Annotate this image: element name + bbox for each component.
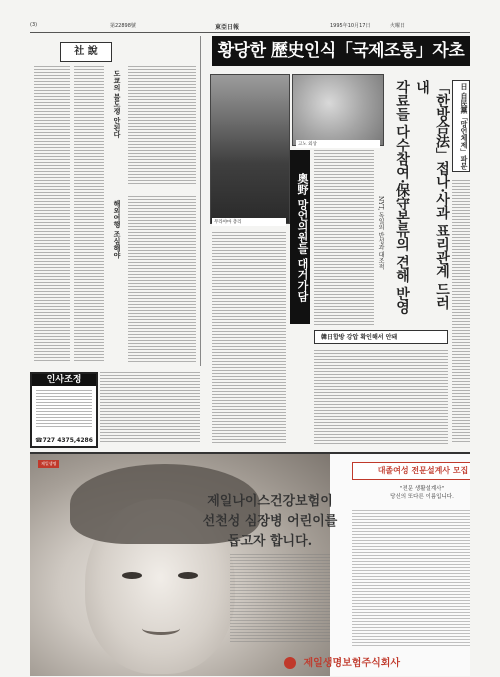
article-text-block	[314, 350, 448, 444]
article-text-block	[314, 150, 374, 325]
child-eye-left	[122, 572, 142, 579]
recruit-subtitle-2: 당신의 또다른 이름입니다.	[390, 494, 454, 500]
editorial-text-block	[74, 66, 104, 362]
sub-headline-1: 「한방合法」접나·사과 표리관계 드러내	[414, 80, 450, 310]
personnel-phone: ☎727 4375,4286	[35, 437, 93, 444]
company-name	[284, 654, 470, 670]
company-name-text: 제일생명보험주식회사	[303, 658, 401, 669]
issue-number: 第22898號	[110, 23, 136, 29]
editorial-heading-2: 해외여행 조심해야	[113, 200, 122, 259]
article-text-block	[212, 232, 286, 444]
page-number: (3)	[30, 22, 38, 28]
issue-weekday: 火曜日	[390, 23, 406, 29]
ad-slogan-2: 선천성 심장병 어린이를	[202, 514, 338, 529]
editorial-title: 社 說	[60, 42, 112, 62]
recruit-subtitle-1: "전문 생활설계사"	[400, 486, 444, 492]
recruit-details	[352, 510, 470, 646]
sub-headline-2: 각료들 다수참여·保守본류의 견해 반영	[394, 80, 410, 314]
politician-photo	[210, 74, 290, 224]
insurance-advertisement	[30, 452, 470, 676]
kicker-headline: 奧野 망언의원들 대거가담	[290, 150, 310, 324]
editorial-text-block	[128, 66, 196, 186]
photo-caption: 고노 외상	[296, 140, 380, 148]
ad-slogan-3: 돕고자 합니다.	[227, 534, 313, 549]
personnel-list	[36, 390, 92, 428]
recruit-subtitle	[352, 484, 470, 500]
editorial-text-block	[128, 196, 196, 362]
recruit-title: 대졸여성 전문설계사 모집	[352, 462, 470, 480]
masthead	[30, 20, 470, 33]
photo-caption: 무라야마 총리	[212, 218, 286, 226]
side-tag: 日 自民黨「망언체제」파문	[452, 80, 470, 172]
ad-body-text	[230, 554, 330, 642]
editorial-text-block	[100, 372, 200, 444]
nyt-line: NYT, 독일의 반성과 대조적	[377, 196, 384, 270]
article-text-block	[452, 180, 470, 444]
document-photo	[292, 74, 384, 146]
issue-date: 1995年10月17日	[330, 23, 371, 29]
child-eye-right	[178, 572, 198, 579]
main-headline: 황당한 歷史인식「국제조롱」자초	[212, 36, 470, 66]
child-mouth	[142, 622, 180, 635]
boxed-note: 韓日합방 강압 확인해서 안돼	[314, 330, 448, 344]
ad-slogan-1: 제일나이스건강보험이	[207, 494, 333, 509]
personnel-box	[30, 372, 98, 448]
company-logo-icon	[284, 657, 296, 669]
paper-name: 東亞日報	[215, 24, 240, 31]
editorial-heading-1: 도쿄의 불도쟁 안된다	[113, 70, 122, 138]
ad-badge: 제일생명	[38, 460, 59, 468]
editorial-text-block	[34, 66, 70, 362]
personnel-box-title: 인사조정	[32, 374, 96, 386]
